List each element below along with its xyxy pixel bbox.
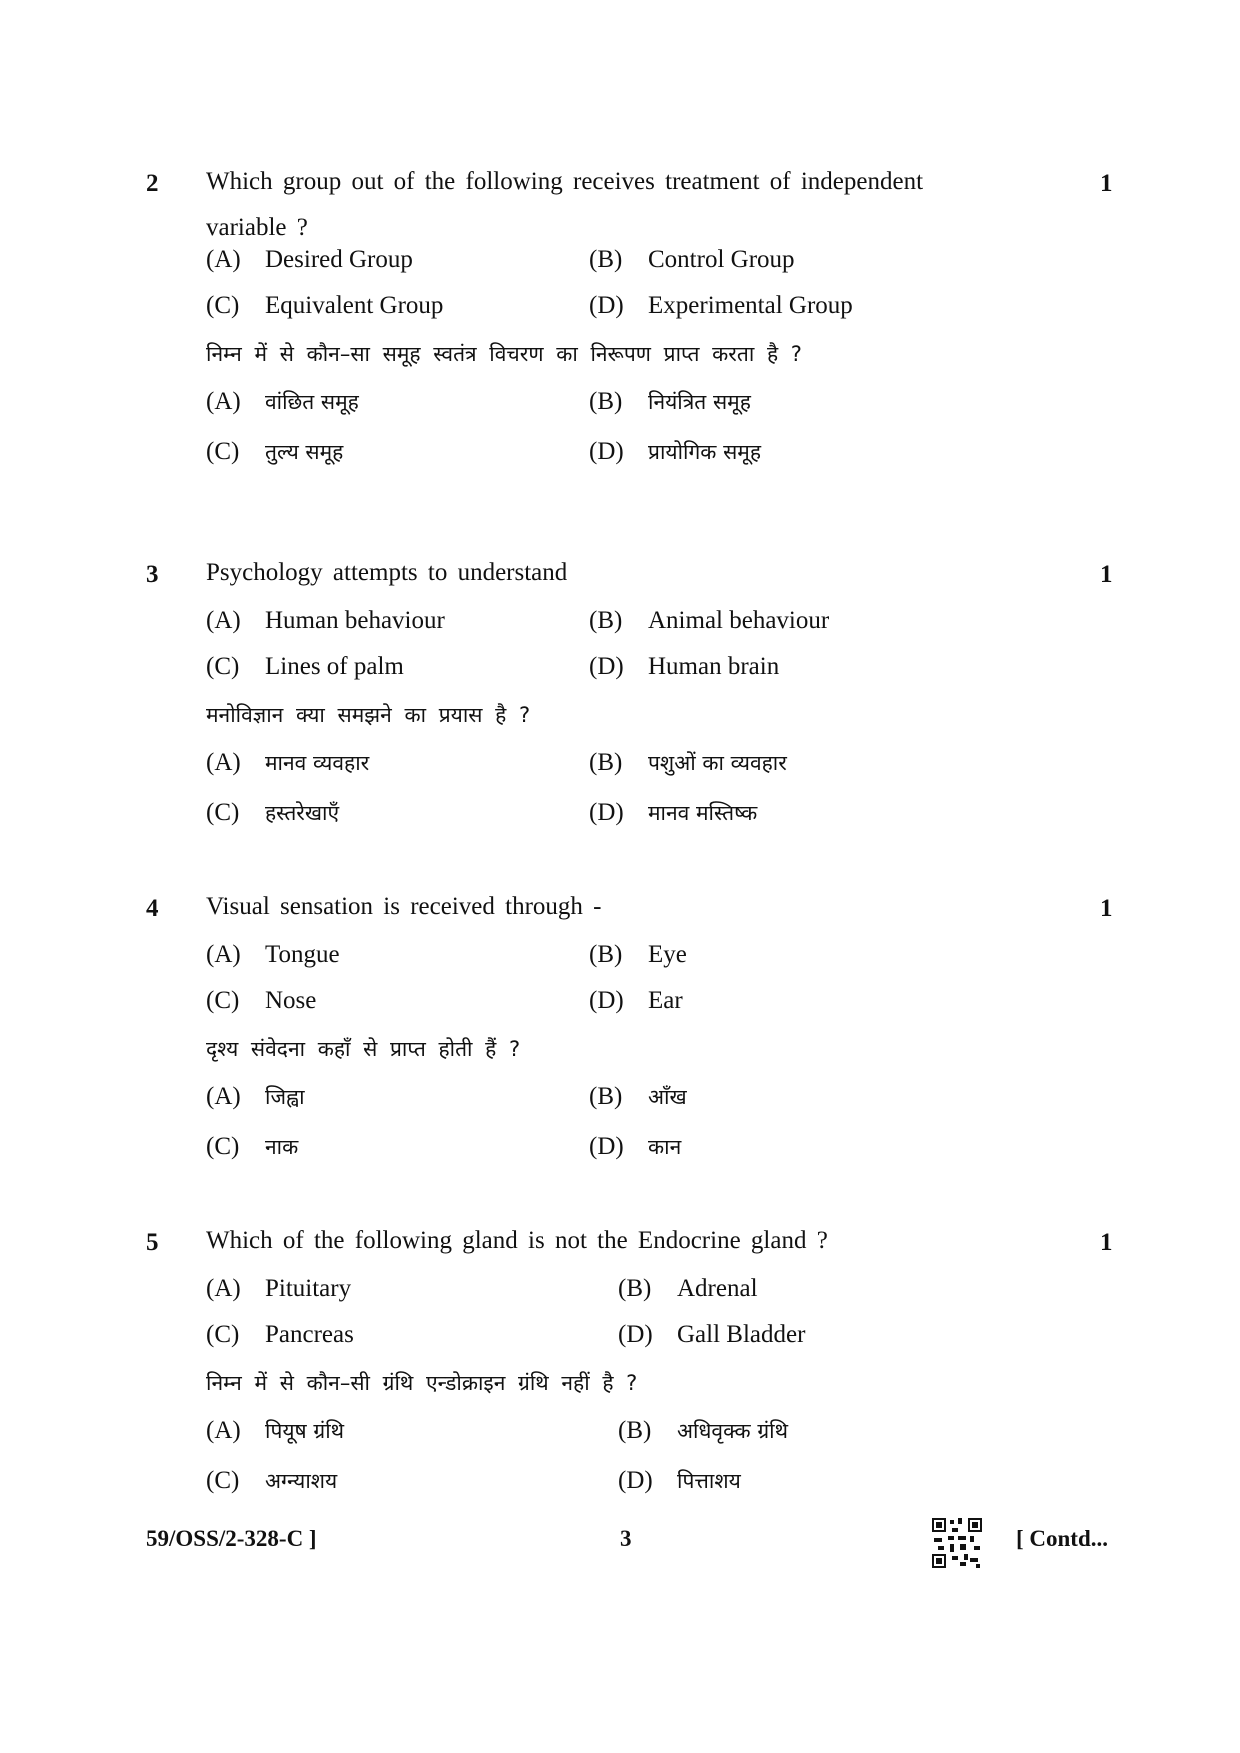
- option-a-hindi: (A) पियूष ग्रंथि: [206, 1417, 345, 1444]
- question-text: Visual sensation is received through -: [206, 893, 602, 920]
- question-text-hindi: निम्न में से कौन–सी ग्रंथि एन्डोक्राइन ग्रंथि नहीं है ?: [206, 1371, 638, 1395]
- option-b-hindi: (B) नियंत्रित समूह: [589, 388, 751, 415]
- question-number: 3: [146, 561, 159, 588]
- option-row-hindi: [206, 749, 1106, 789]
- option-a: (A) Desired Group: [206, 246, 413, 273]
- page-number: 3: [620, 1526, 632, 1551]
- option-row-hindi: [206, 1467, 1106, 1507]
- option-c: (C) Lines of palm: [206, 653, 404, 680]
- option-b-hindi: (B) आँख: [589, 1083, 687, 1110]
- question-number: 5: [146, 1229, 159, 1256]
- option-row: [206, 1321, 1106, 1361]
- option-a: (A) Tongue: [206, 941, 340, 968]
- question-marks: 1: [1100, 561, 1113, 588]
- option-row: [206, 653, 1106, 693]
- option-d: (D) Experimental Group: [589, 292, 853, 319]
- option-b: (B) Animal behaviour: [589, 607, 830, 634]
- option-b: (B) Eye: [589, 941, 687, 968]
- option-a-hindi: (A) वांछित समूह: [206, 388, 359, 415]
- paper-code: 59/OSS/2-328-C ]: [146, 1526, 317, 1551]
- option-d: (D) Ear: [589, 987, 683, 1014]
- option-a-hindi: (A) जिह्वा: [206, 1083, 305, 1110]
- option-row: [206, 1275, 1106, 1315]
- option-c-hindi: (C) नाक: [206, 1133, 299, 1160]
- question-number: 2: [146, 170, 159, 197]
- question-number: 4: [146, 895, 159, 922]
- option-a: (A) Pituitary: [206, 1275, 352, 1302]
- option-row-hindi: [206, 388, 1106, 428]
- option-c: (C) Pancreas: [206, 1321, 354, 1348]
- question-text: Which of the following gland is not the Endocrine gland ?: [206, 1227, 828, 1254]
- question-text-hindi: मनोविज्ञान क्या समझने का प्रयास है ?: [206, 703, 531, 727]
- option-a-hindi: (A) मानव व्यवहार: [206, 749, 370, 776]
- option-d: (D) Human brain: [589, 653, 780, 680]
- option-row: [206, 292, 1106, 332]
- continued-label: [ Contd...: [1016, 1526, 1109, 1551]
- question-text-hindi: दृश्य संवेदना कहाँ से प्राप्त होती हैं ?: [206, 1037, 521, 1061]
- option-c: (C) Nose: [206, 987, 317, 1014]
- option-row: [206, 941, 1106, 981]
- option-row: [206, 987, 1106, 1027]
- option-b: (B) Adrenal: [618, 1275, 758, 1302]
- option-a: (A) Human behaviour: [206, 607, 445, 634]
- option-row: [206, 246, 1106, 286]
- option-b: (B) Control Group: [589, 246, 795, 273]
- option-row-hindi: [206, 1417, 1106, 1457]
- question-text: Psychology attempts to understand: [206, 559, 568, 586]
- option-b-hindi: (B) पशुओं का व्यवहार: [589, 749, 787, 776]
- question-text-hindi: निम्न में से कौन–सा समूह स्वतंत्र विचरण का निरूपण प्राप्त करता है ?: [206, 342, 802, 366]
- question-marks: 1: [1100, 1229, 1113, 1256]
- option-c-hindi: (C) अग्न्याशय: [206, 1467, 338, 1494]
- option-d-hindi: (D) पित्ताशय: [618, 1467, 741, 1494]
- option-row-hindi: [206, 799, 1106, 839]
- option-d-hindi: (D) प्रायोगिक समूह: [589, 438, 761, 465]
- option-row-hindi: [206, 1083, 1106, 1123]
- question-marks: 1: [1100, 170, 1113, 197]
- option-row-hindi: [206, 1133, 1106, 1173]
- option-b-hindi: (B) अधिवृक्क ग्रंथि: [618, 1417, 789, 1444]
- option-c: (C) Equivalent Group: [206, 292, 444, 319]
- option-row-hindi: [206, 438, 1106, 478]
- option-c-hindi: (C) हस्तरेखाएँ: [206, 799, 340, 826]
- option-d-hindi: (D) मानव मस्तिष्क: [589, 799, 758, 826]
- option-row: [206, 607, 1106, 647]
- option-c-hindi: (C) तुल्य समूह: [206, 438, 344, 465]
- option-d-hindi: (D) कान: [589, 1133, 682, 1160]
- question-marks: 1: [1100, 895, 1113, 922]
- page-footer: [0, 1526, 1240, 1566]
- option-d: (D) Gall Bladder: [618, 1321, 806, 1348]
- question-text: Which group out of the following receives treatment of independent variable ?: [206, 168, 924, 241]
- qr-code-icon: [932, 1518, 982, 1568]
